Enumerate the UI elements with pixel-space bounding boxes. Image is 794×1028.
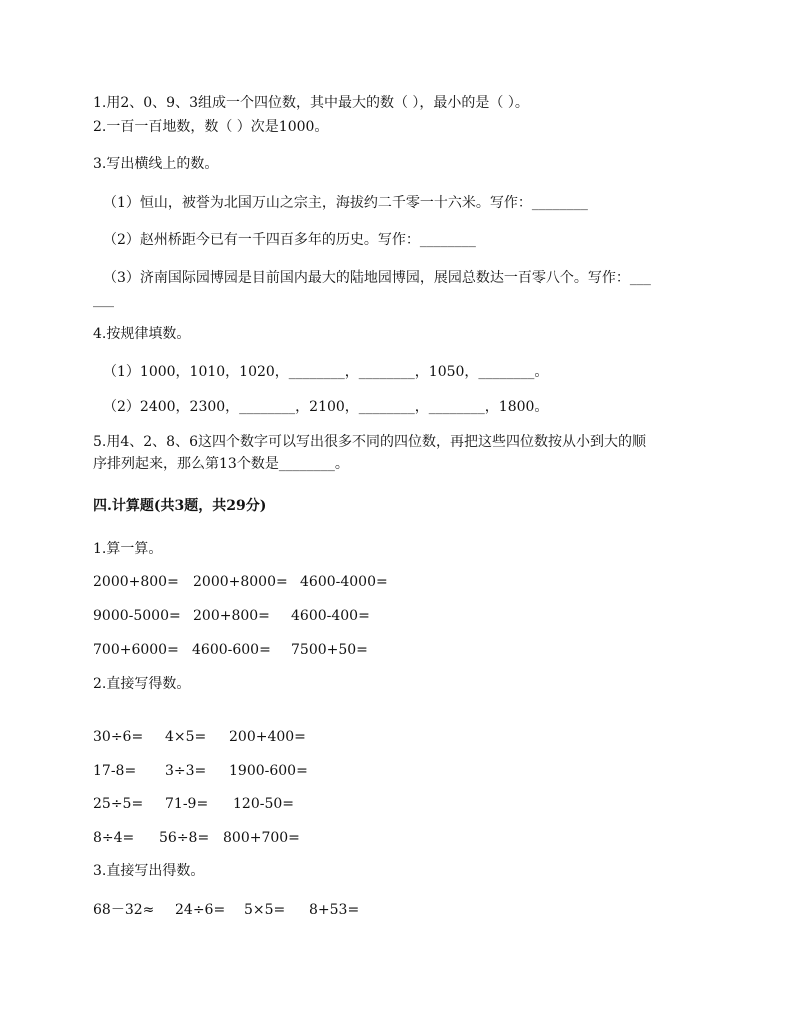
- problem-3-title: 3.直接写出得数。: [93, 863, 205, 879]
- expression: 71-9=: [165, 796, 209, 812]
- expression: 200+800=: [193, 608, 270, 624]
- question-2: 2.一百一百地数，数（ ）次是1000。: [93, 119, 329, 135]
- question-3-item-2: （2）赵州桥距今已有一千四百多年的历史。写作：________: [103, 232, 476, 248]
- expression: 3÷3=: [165, 763, 207, 779]
- question-5-line-2: 序排列起来，那么第13个数是________。: [93, 456, 349, 472]
- question-3-title: 3.写出横线上的数。: [93, 156, 219, 172]
- expression: 4600-600=: [192, 642, 271, 658]
- expression: 1900-600=: [229, 763, 308, 779]
- expression: 56÷8=: [159, 830, 210, 846]
- expression: 8÷4=: [93, 830, 135, 846]
- expression: 700+6000=: [93, 642, 179, 658]
- question-3-item-3-continued: ___: [93, 292, 114, 308]
- expression: 25÷5=: [93, 796, 144, 812]
- expression: 9000-5000=: [93, 608, 181, 624]
- question-3-item-3: （3）济南国际园博园是目前国内最大的陆地园博园，展园总数达一百零八个。写作：___: [103, 270, 651, 286]
- question-4-title: 4.按规律填数。: [93, 326, 191, 342]
- expression: 800+700=: [223, 830, 300, 846]
- expression: 200+400=: [229, 729, 306, 745]
- problem-2-title: 2.直接写得数。: [93, 676, 191, 692]
- expression: 2000+800=: [93, 574, 179, 590]
- expression: 17-8=: [93, 763, 137, 779]
- question-5-line-1: 5.用4、2、8、6这四个数字可以写出很多不同的四位数，再把这些四位数按从小到大的顺: [93, 434, 646, 450]
- expression: 30÷6=: [93, 729, 144, 745]
- expression: 8+53=: [309, 902, 360, 918]
- question-3-item-1: （1）恒山，被誉为北国万山之宗主，海拔约二千零一十六米。写作：________: [103, 195, 588, 211]
- question-4-item-1: （1）1000，1010，1020，________，________，1050，________。: [103, 364, 549, 380]
- expression: 4600-400=: [291, 608, 370, 624]
- problem-1-title: 1.算一算。: [93, 541, 163, 557]
- question-1: 1.用2、0、9、3组成一个四位数，其中最大的数（ ），最小的是（ ）。: [93, 95, 529, 111]
- expression: 2000+8000=: [193, 574, 288, 590]
- expression: 120-50=: [233, 796, 294, 812]
- expression: 24÷6=: [175, 902, 226, 918]
- expression: 68－32≈: [93, 902, 155, 918]
- expression: 4600-4000=: [300, 574, 388, 590]
- question-4-item-2: （2）2400，2300，________，2100，________，________，1800。: [103, 399, 549, 415]
- section-4-heading: 四.计算题(共3题，共29分): [93, 498, 267, 514]
- expression: 4×5=: [165, 729, 207, 745]
- expression: 5×5=: [244, 902, 286, 918]
- expression: 7500+50=: [291, 642, 368, 658]
